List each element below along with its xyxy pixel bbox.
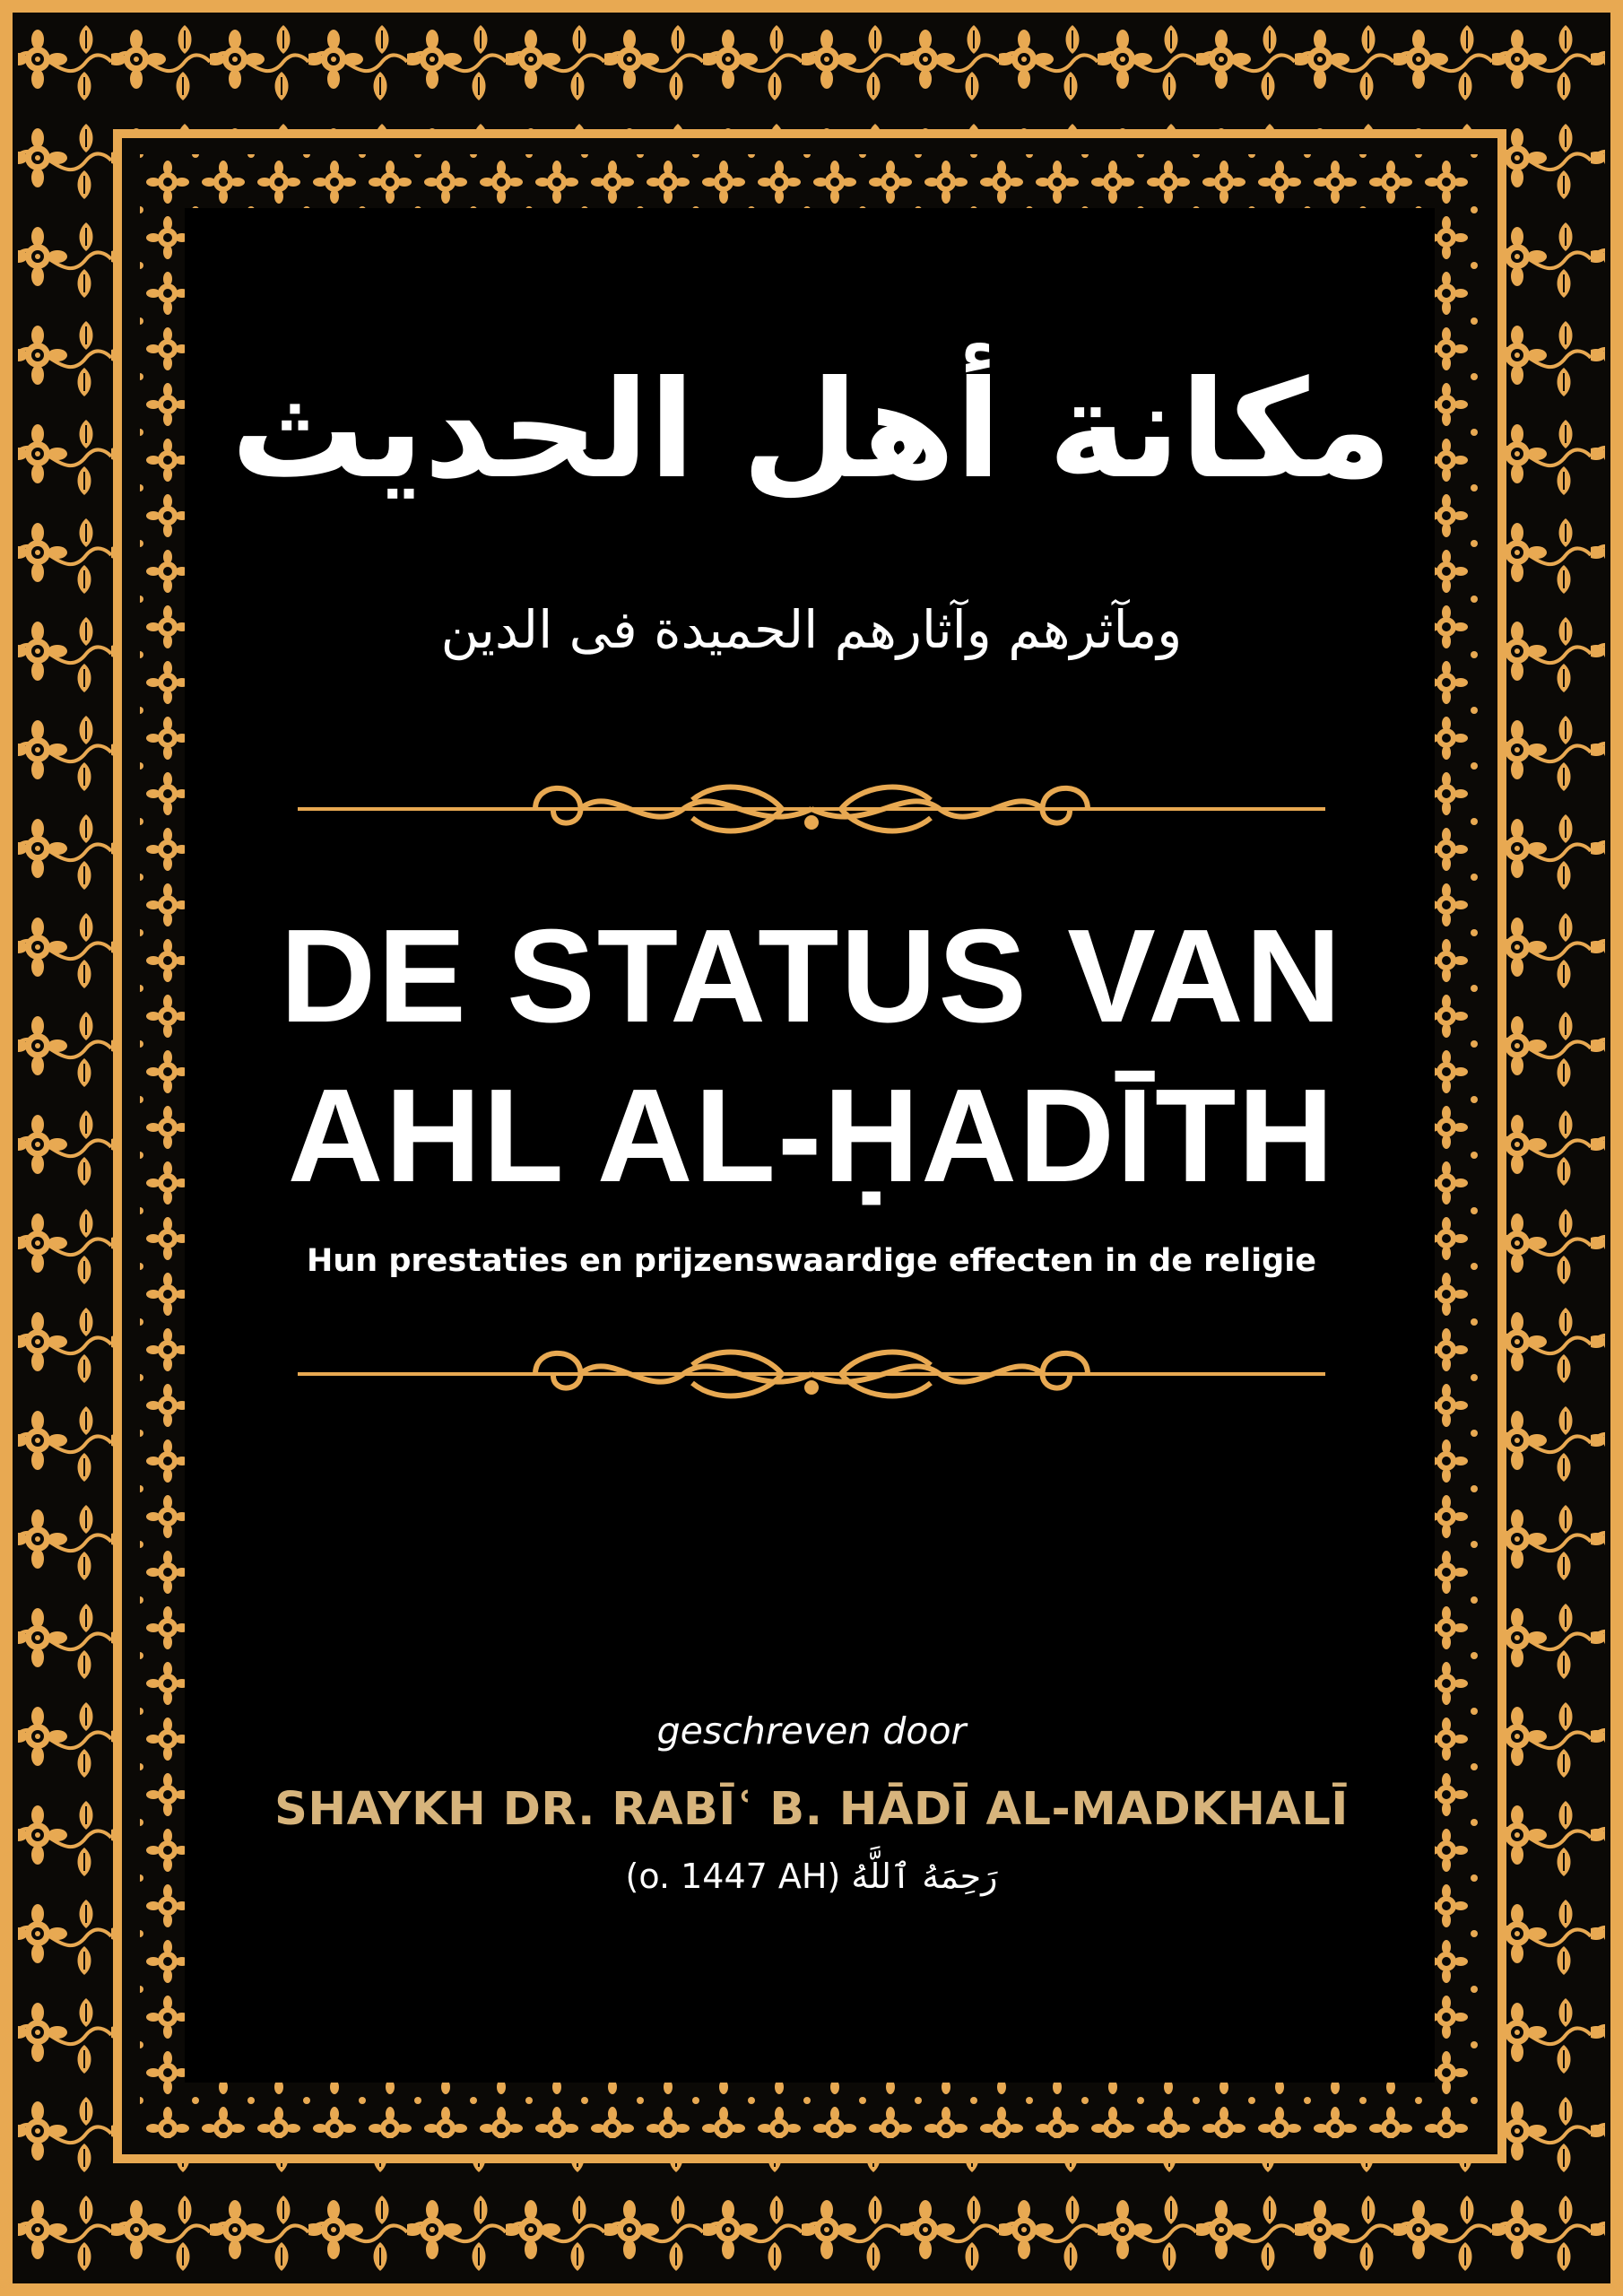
top-flourish-divider	[298, 773, 1325, 845]
book-title-line-2: AHL AL-ḤADĪTH	[287, 1062, 1336, 1210]
arabic-title: مكانة أهل الحديث	[230, 352, 1393, 509]
book-title	[0, 897, 1623, 1216]
written-by-label: geschreven door	[656, 1709, 967, 1752]
book-title-line-1: DE STATUS VAN	[280, 902, 1343, 1050]
bottom-flourish-divider	[298, 1338, 1325, 1410]
arabic-subtitle: ومآثرهم وآثارهم الحميدة فى الدين	[440, 599, 1183, 660]
author-death-note: (o. 1447 AH) رَحِمَهُ ٱللَّهُ	[625, 1857, 998, 1896]
author-name: SHAYKH DR. RABĪʿ B. HĀDĪ AL-MADKHALĪ	[274, 1783, 1349, 1836]
book-subtitle: Hun prestaties en prijzenswaardige effecten in de religie	[307, 1243, 1316, 1279]
